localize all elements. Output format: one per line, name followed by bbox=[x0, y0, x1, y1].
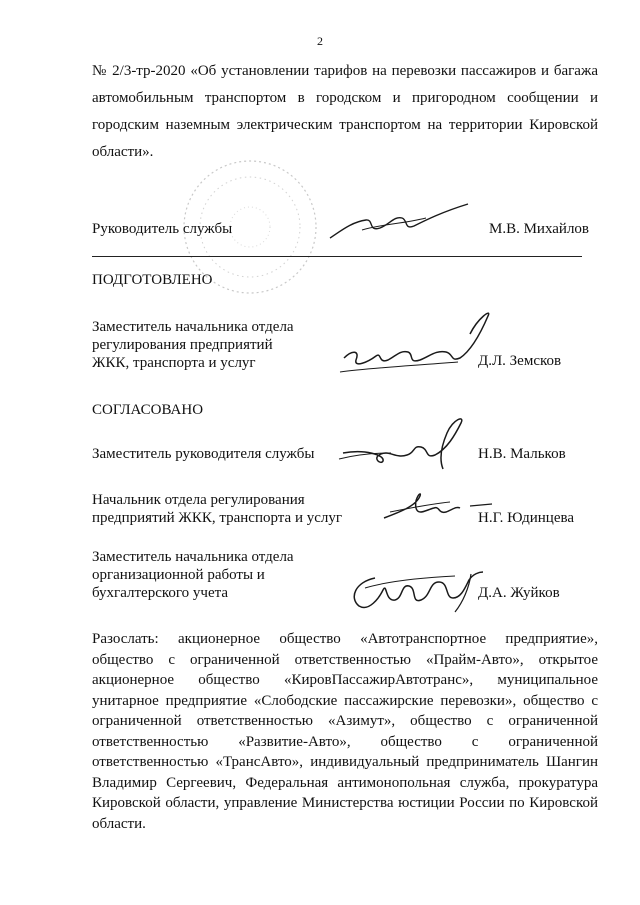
signer-2-name: Н.Г. Юдинцева bbox=[478, 510, 575, 526]
prepared-heading: ПОДГОТОВЛЕНО bbox=[92, 272, 213, 288]
signer-1-name: Н.В. Мальков bbox=[478, 446, 566, 462]
signer-3-signature-icon bbox=[345, 568, 485, 618]
signer-1-signature-icon bbox=[335, 415, 475, 475]
prepared-position: Заместитель начальника отдела регулирования предприятий ЖКК, транспорта и услуг bbox=[92, 319, 294, 371]
intro-text: № 2/3-тр-2020 «Об установлении тарифов на перевозки пассажиров и багажа автомобильным транспортом в городском и пригородном сообщении и городским наземным электрическим транспортом на территории Кировской области». bbox=[92, 63, 598, 160]
prepared-signature-icon bbox=[338, 310, 498, 380]
signer-3-position: Заместитель начальника отдела организационной работы и бухгалтерского учета bbox=[92, 549, 294, 601]
distribution-paragraph bbox=[92, 629, 598, 834]
page-number: 2 bbox=[317, 34, 323, 48]
separator-line bbox=[92, 256, 582, 257]
signer-3-name: Д.А. Жуйков bbox=[478, 585, 560, 601]
signer-1-position: Заместитель руководителя службы bbox=[92, 446, 315, 462]
agreed-heading: СОГЛАСОВАНО bbox=[92, 402, 204, 418]
head-position: Руководитель службы bbox=[92, 221, 233, 237]
head-name: М.В. Михайлов bbox=[489, 221, 590, 237]
head-signature-icon bbox=[322, 200, 472, 250]
intro-paragraph bbox=[92, 58, 598, 166]
distribution-text: Разослать: акционерное общество «Автотранспортное предприятие», общество с ограниченной ответственностью «Прайм-Авто», открытое акционерное общество «КировПассажирАвтотранс», муниципальное унитарное предприятие «Слободские пассажирские перевозки», общество с ограниченной ответственностью «Азимут», общество с ограниченной ответственностью «Развитие-Авто», общество с ограниченной ответственностью «ТрансАвто», индивидуальный предприниматель Шангин Владимир Сергеевич, Федеральная антимонопольная служба, прокуратура Кировской области, управление Министерства юстиции России по Кировской области. bbox=[92, 631, 598, 832]
prepared-name: Д.Л. Земсков bbox=[478, 353, 562, 369]
signer-2-position: Начальник отдела регулирования предприятий ЖКК, транспорта и услуг bbox=[92, 492, 343, 526]
